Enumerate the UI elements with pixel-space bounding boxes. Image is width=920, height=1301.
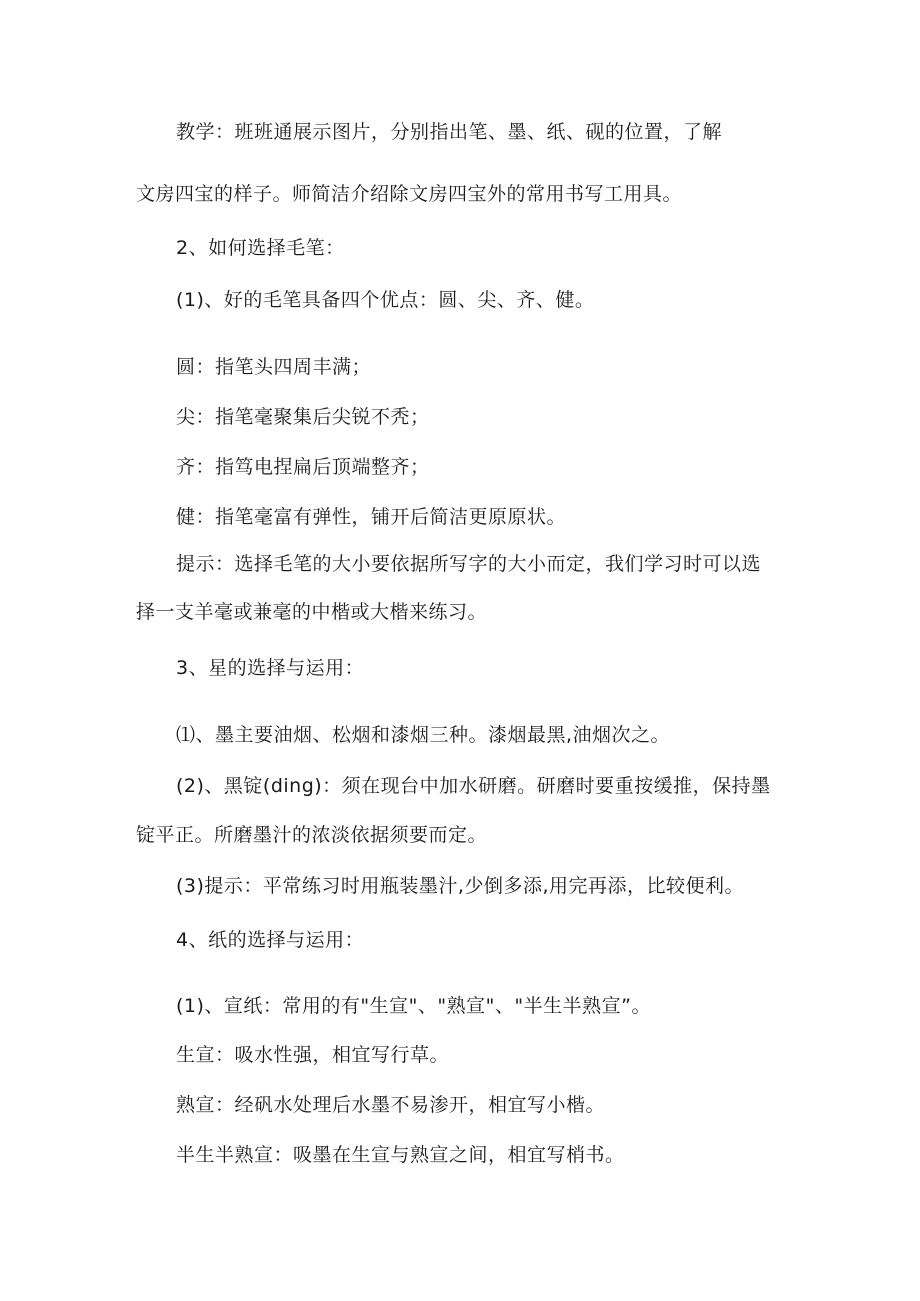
paragraph-line: 教学：班班通展示图片，分别指出笔、墨、纸、砚的位置，了解	[176, 121, 723, 143]
paragraph-line: 圆：指笔头四周丰满；	[176, 356, 372, 378]
paragraph-line: 文房四宝的样子。师简洁介绍除文房四宝外的常用书写工用具。	[136, 183, 683, 205]
section-heading: 2、如何选择毛笔：	[176, 237, 345, 259]
paragraph-line: ⑴、墨主要油烟、松烟和漆烟三种。漆烟最黑,油烟次之。	[176, 724, 671, 746]
section-heading: 4、纸的选择与运用：	[176, 929, 365, 951]
paragraph-line: 锭平正。所磨墨汁的浓淡依据须要而定。	[136, 824, 488, 846]
paragraph-line: 尖：指笔毫聚集后尖锐不秃；	[176, 406, 430, 428]
paragraph-line: 择一支羊毫或兼毫的中楷或大楷来练习。	[136, 601, 488, 623]
paragraph-line: (1)、宣纸：常用的有"生宣"、"熟宣"、"半生半熟宣”。	[176, 995, 651, 1017]
paragraph-line: 半生半熟宣：吸墨在生宣与熟宣之间，相宜写梢书。	[176, 1144, 625, 1166]
paragraph-line: 齐：指笃电捏扁后顶端整齐；	[176, 456, 430, 478]
paragraph-line: 健：指笔毫富有弹性，铺开后简洁更原原状。	[176, 506, 567, 528]
section-heading: 3、星的选择与运用：	[176, 657, 365, 679]
paragraph-line: (1)、好的毛笔具备四个优点：圆、尖、齐、健。	[176, 289, 595, 311]
paragraph-line: (2)、黑锭(ding)：须在现台中加水研磨。研磨时要重按缓推，保持墨	[176, 775, 771, 797]
paragraph-line: 提示：选择毛笔的大小要依据所写字的大小而定，我们学习时可以选	[176, 553, 762, 575]
paragraph-line: 熟宣：经矾水处理后水墨不易渗开，相宜写小楷。	[176, 1094, 606, 1116]
paragraph-line: (3)提示：平常练习时用瓶装墨汁,少倒多添,用完再添，比较便利。	[176, 875, 744, 897]
paragraph-line: 生宣：吸水性强，相宜写行草。	[176, 1044, 450, 1066]
